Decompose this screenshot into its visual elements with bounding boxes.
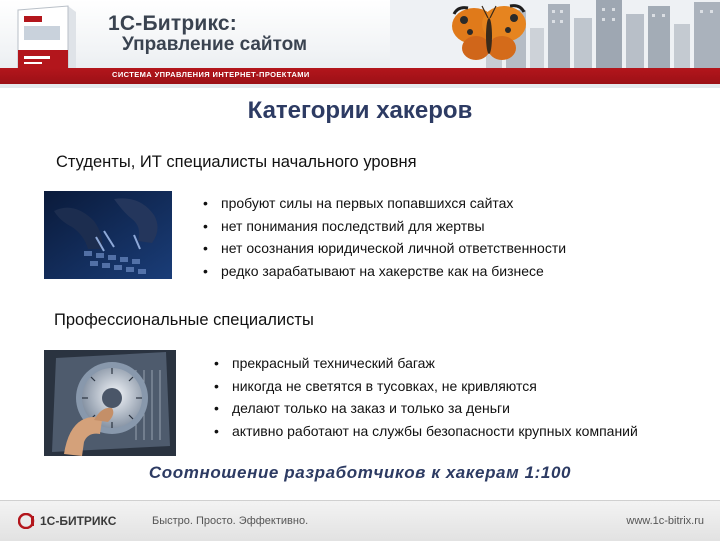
bullet-text: пробуют силы на первых попавшихся сайтах [221,195,514,211]
bullet-dot: • [214,377,219,394]
bullet-text: активно работают на службы безопасности крупных компаний [232,422,638,439]
list-item [203,237,566,260]
bullet-text: делают только на заказ и только за деньги [232,400,510,416]
list-item [214,397,638,420]
bullet-text: нет понимания последствий для жертвы [221,217,485,234]
header-banner [0,0,720,88]
section-heading-professionals: Профессиональные специалисты [54,311,314,329]
list-item [214,352,638,375]
list-item [203,215,566,238]
bullet-dot: • [214,400,219,416]
bullet-text: прекрасный технический багаж [232,355,435,371]
footer-slogan: Быстро. Просто. Эффективно. [152,515,309,527]
brand-title: 1С-Битрикс: [108,12,237,35]
bullet-list-students [203,192,566,282]
list-item [214,375,638,398]
city-skyline-image [390,0,720,70]
bullet-text: нет осознания юридической личной ответственности [221,240,567,256]
section-heading-students: Студенты, ИТ специалисты начального уровня [56,153,417,171]
bullet-dot: • [203,217,208,234]
developer-hacker-ratio: Соотношение разработчиков к хакерам 1:100 [148,463,572,482]
header-red-bar [0,68,720,84]
bitrix-logo-icon [18,513,38,529]
list-item [214,420,638,443]
safe-dial-photo [44,350,176,456]
header-tagline: СИСТЕМА УПРАВЛЕНИЯ ИНТЕРНЕТ-ПРОЕКТАМИ [112,70,310,79]
bullet-dot: • [203,262,208,279]
slide-title: Категории хакеров [247,97,473,124]
list-item [203,260,566,283]
list-item [203,192,566,215]
bullet-dot: • [214,422,219,439]
bullet-dot: • [203,240,208,256]
bullet-dot: • [203,195,208,211]
brand-subtitle: Управление сайтом [122,34,308,55]
butterfly-image [448,0,530,68]
footer-bar [0,500,720,541]
hacker-keyboard-photo [44,191,172,279]
bullet-text: редко зарабатывают на хакерстве как на бизнесе [221,262,544,279]
footer-url[interactable]: www.1c-bitrix.ru [626,515,704,527]
bullet-text: никогда не светятся в тусовках, не кривляются [232,377,537,394]
footer-logo-text: 1С-БИТРИКС [40,514,117,528]
bullet-dot: • [214,355,219,371]
bullet-list-professionals [214,352,638,442]
